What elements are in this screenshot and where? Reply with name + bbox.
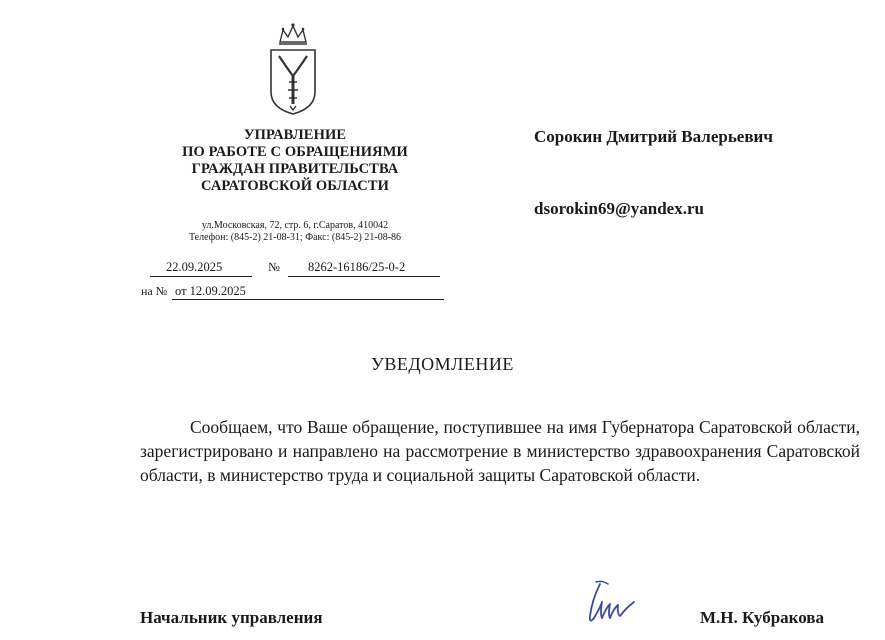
sender-phone: Телефон: (845-2) 21-08-31; Факс: (845-2) 21-08-86 (188, 232, 402, 243)
handwritten-signature-icon (578, 578, 648, 628)
reference-label: на № (141, 284, 168, 298)
recipient-email: dsorokin69@yandex.ru (534, 199, 704, 218)
date-underline (150, 276, 252, 277)
department-line: ГРАЖДАН ПРАВИТЕЛЬСТВА (191, 161, 399, 177)
signatory-name: М.Н. Кубракова (700, 608, 824, 627)
reference-value: от 12.09.2025 (175, 284, 246, 298)
reference-underline (172, 299, 444, 300)
registration-number: 8262-16186/25-0-2 (308, 260, 406, 274)
recipient-name: Сорокин Дмитрий Валерьевич (534, 127, 773, 146)
signatory-position: Начальник управления (140, 608, 323, 627)
notice-paragraph: Сообщаем, что Ваше обращение, поступившее на имя Губернатора Саратовской области, зарегистрировано и направлено на рассмотрение в министерство здравоохранения Саратовской области, в министерство труда и социальной защиты Саратовской области. (140, 417, 860, 485)
coat-of-arms-icon (263, 22, 323, 118)
notice-title: УВЕДОМЛЕНИЕ (371, 354, 514, 374)
sender-contacts (150, 220, 440, 244)
department-heading (150, 127, 440, 195)
registration-number-label: № (268, 260, 280, 274)
registration-date: 22.09.2025 (166, 260, 223, 274)
department-line: УПРАВЛЕНИЕ (243, 127, 347, 143)
department-line: ПО РАБОТЕ С ОБРАЩЕНИЯМИ (182, 144, 408, 160)
number-underline (288, 276, 440, 277)
sender-address: ул.Московская, 72, стр. 6, г.Саратов, 410042 (201, 220, 389, 231)
notice-body (140, 415, 860, 487)
department-line: САРАТОВСКОЙ ОБЛАСТИ (200, 178, 390, 194)
